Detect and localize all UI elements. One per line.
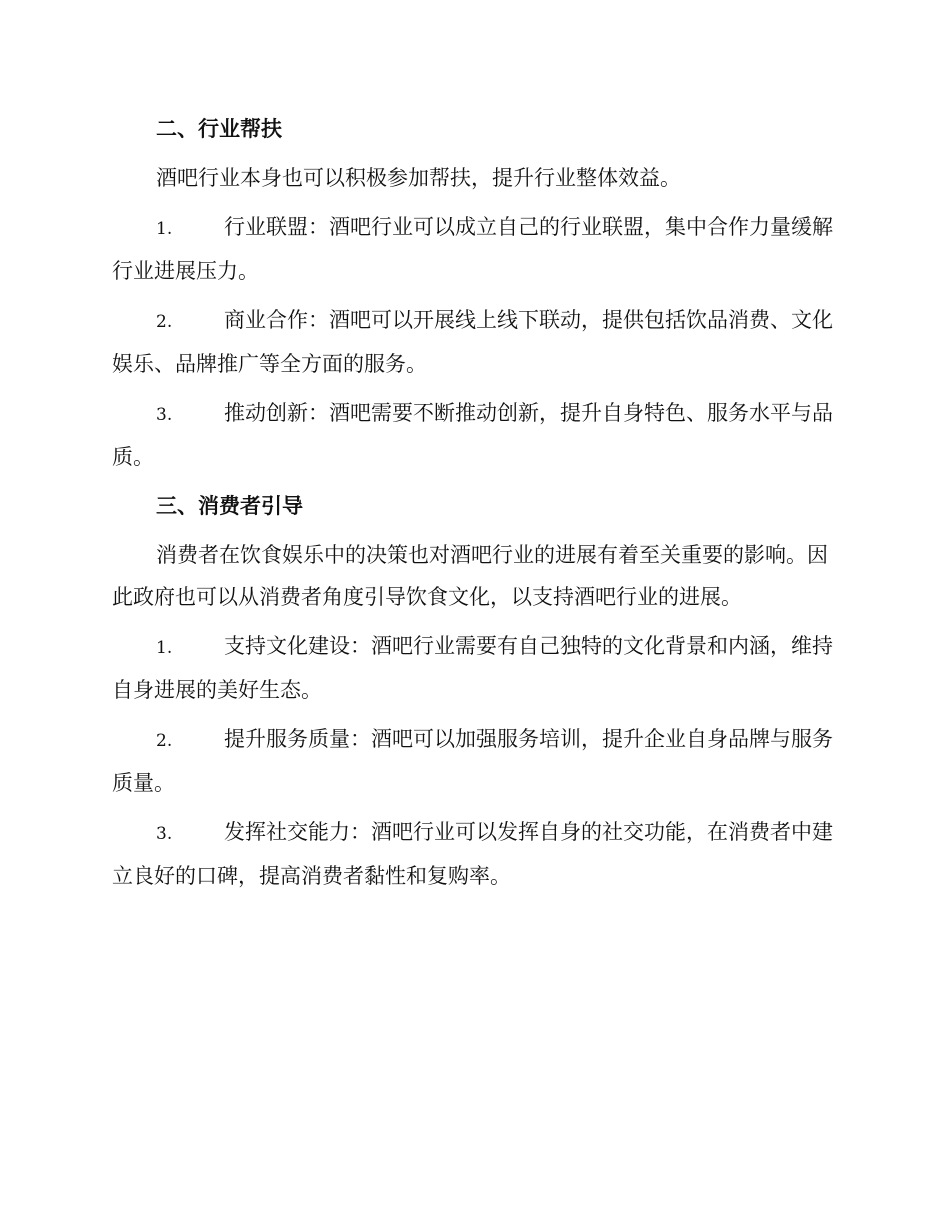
list-item-text: 商业合作：酒吧可以开展线上线下联动，提供包括饮品消费、文化娱乐、品牌推广等全方面的服务。 <box>112 308 833 376</box>
section-intro-paragraph: 消费者在饮食娱乐中的决策也对酒吧行业的进展有着至关重要的影响。因此政府也可以从消费者角度引导饮食文化，以支持酒吧行业的进展。 <box>112 543 828 609</box>
list-item-text: 发挥社交能力：酒吧行业可以发挥自身的社交功能，在消费者中建立良好的口碑，提高消费者黏性和复购率。 <box>112 820 833 888</box>
list-item <box>112 811 834 897</box>
list-item-number: 3. <box>156 824 173 844</box>
list-item-text: 提升服务质量：酒吧可以加强服务培训，提升企业自身品牌与服务质量。 <box>112 727 833 795</box>
list-item-text: 支持文化建设：酒吧行业需要有自己独特的文化背景和内涵，维持自身进展的美好生态。 <box>112 634 833 702</box>
list-item-text: 行业联盟：酒吧行业可以成立自己的行业联盟，集中合作力量缓解行业进展压力。 <box>112 215 833 283</box>
list-item <box>112 206 834 292</box>
document-body <box>112 108 834 904</box>
section-heading-consumer-guidance: 三、消费者引导 <box>156 493 303 518</box>
list-item-text: 推动创新：酒吧需要不断推动创新，提升自身特色、服务水平与品质。 <box>112 401 833 469</box>
section-heading-industry-support: 二、行业帮扶 <box>156 116 282 141</box>
list-item-number: 1. <box>156 638 173 658</box>
list-item-number: 1. <box>156 219 173 239</box>
list-item <box>112 625 834 711</box>
list-item <box>112 718 834 804</box>
list-item-number: 2. <box>156 731 173 751</box>
list-item-number: 3. <box>156 405 173 425</box>
list-item <box>112 392 834 478</box>
list-item-number: 2. <box>156 312 173 332</box>
list-item <box>112 299 834 385</box>
section-intro-paragraph: 酒吧行业本身也可以积极参加帮扶，提升行业整体效益。 <box>156 166 681 190</box>
